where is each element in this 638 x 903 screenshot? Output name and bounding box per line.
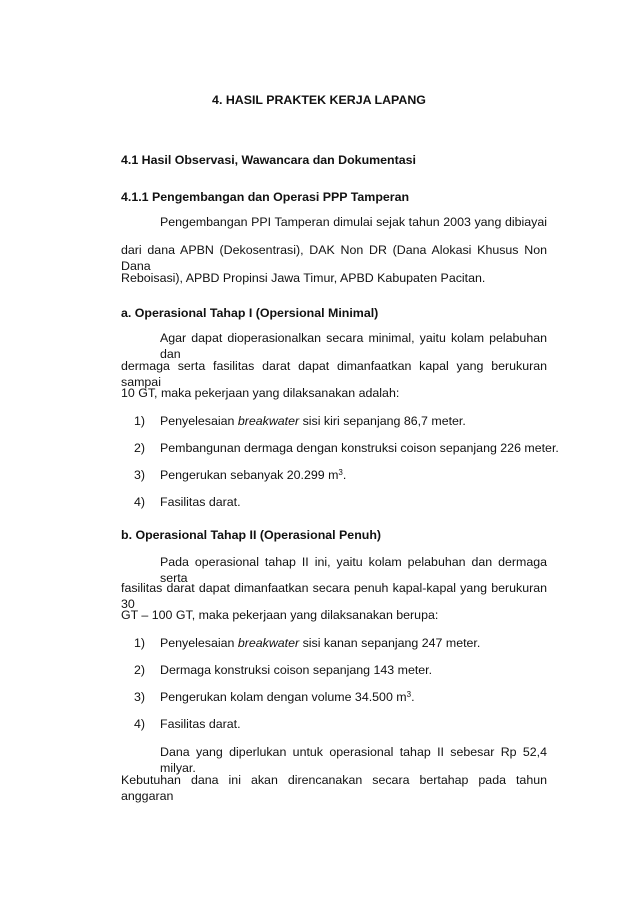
stage-2-list-item: 4) Fasilitas darat. [134,717,241,731]
section-heading-4-1: 4.1 Hasil Observasi, Wawancara dan Dokumentasi [121,153,416,167]
funding-paragraph-line-2: Kebutuhan dana ini akan direncanakan secara bertahap pada tahun anggaran [121,773,547,803]
stage-2-paragraph-line-3: GT – 100 GT, maka pekerjaan yang dilaksanakan berupa: [121,608,439,622]
stage-1-list-item: 2) Pembangunan dermaga dengan konstruksi coison sepanjang 226 meter. [134,441,559,455]
funding-paragraph-line-1: Dana yang diperlukan untuk operasional tahap II sebesar Rp 52,4 milyar. [160,745,547,775]
section-heading-4-1-1: 4.1.1 Pengembangan dan Operasi PPP Tamperan [121,190,410,204]
stage-2-list-item: 1) Penyelesaian breakwater sisi kanan sepanjang 247 meter. [134,636,481,650]
stage-2-paragraph-line-2: fasilitas darat dapat dimanfaatkan secara penuh kapal-kapal yang berukuran 30 [121,581,547,611]
stage-2-heading: b. Operasional Tahap II (Operasional Penuh) [121,528,382,542]
stage-1-paragraph-line-1: Agar dapat dioperasionalkan secara minimal, yaitu kolam pelabuhan dan [160,331,547,361]
stage-1-heading: a. Operasional Tahap I (Opersional Minimal) [121,306,379,320]
stage-1-list-item: 1) Penyelesaian breakwater sisi kiri sepanjang 86,7 meter. [134,414,466,428]
stage-1-paragraph-line-3: 10 GT, maka pekerjaan yang dilaksanakan adalah: [121,386,400,400]
stage-2-list-item: 2) Dermaga konstruksi coison sepanjang 143 meter. [134,663,433,677]
stage-1-paragraph-line-2: dermaga serta fasilitas darat dapat dimanfaatkan kapal yang berukuran sampai [121,359,547,389]
stage-1-list-item: 4) Fasilitas darat. [134,495,241,509]
stage-2-paragraph-line-1: Pada operasional tahap II ini, yaitu kolam pelabuhan dan dermaga serta [160,555,547,585]
page-title: 4. HASIL PRAKTEK KERJA LAPANG [212,93,426,107]
intro-paragraph-line-3: Reboisasi), APBD Propinsi Jawa Timur, APBD Kabupaten Pacitan. [121,271,486,285]
intro-paragraph-line-1: Pengembangan PPI Tamperan dimulai sejak tahun 2003 yang dibiayai [160,215,547,229]
intro-paragraph-line-2: dari dana APBN (Dekosentrasi), DAK Non DR (Dana Alokasi Khusus Non Dana [121,243,547,273]
stage-1-list-item: 3) Pengerukan sebanyak 20.299 $m^3$. [134,468,347,482]
stage-2-list-item: 3) Pengerukan kolam dengan volume 34.500 $m^3$. [134,690,415,704]
